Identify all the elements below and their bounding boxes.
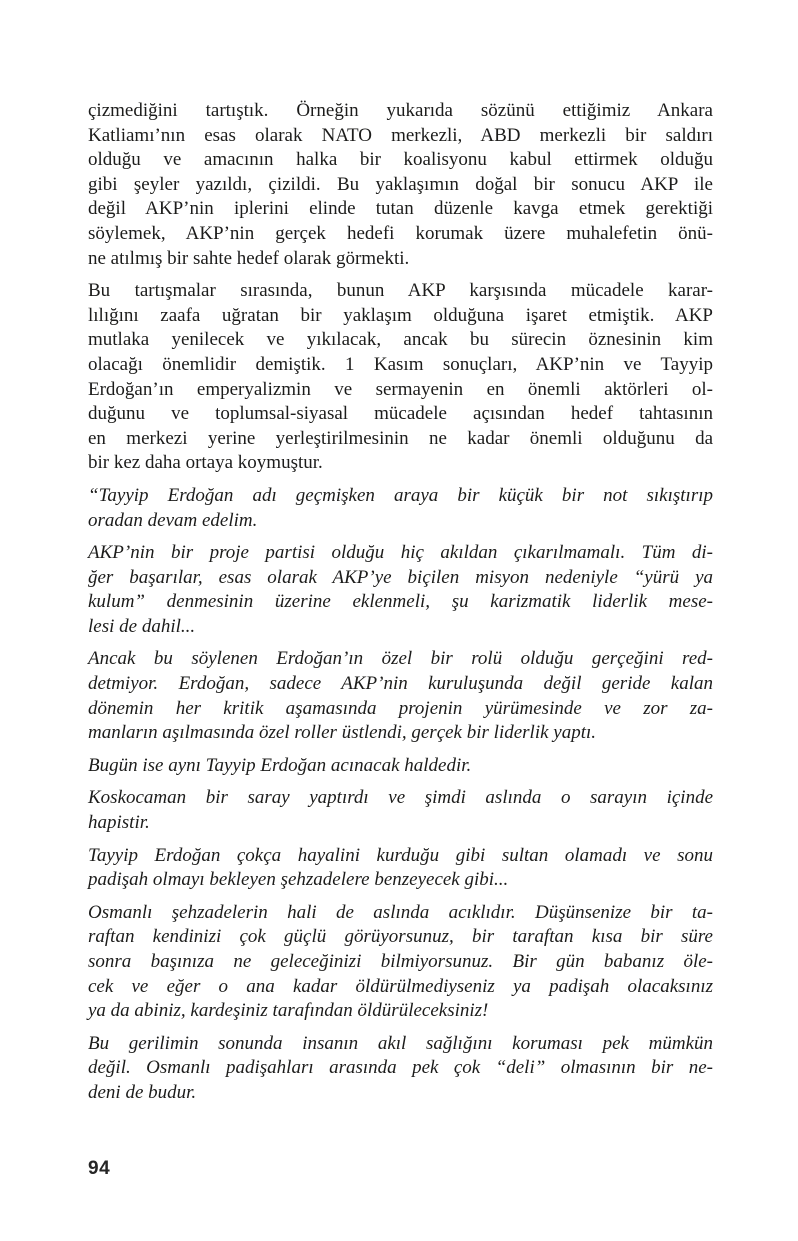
text-line: mutlaka yenilecek ve yıkılacak, ancak bu sürecin öznesinin kim: [88, 329, 713, 351]
text-line: lılığını zaafa uğratan bir yaklaşım olduğuna işaret etmiştik. AKP: [88, 304, 713, 326]
text-line: cek ve eğer o ana kadar öldürülmediyseniz ya padişah olacaksınız: [88, 975, 713, 997]
text-line: bir kez daha ortaya koymuştur.: [88, 452, 323, 474]
paragraph: [88, 279, 713, 476]
text-block: [88, 99, 713, 1106]
text-line: hapistir.: [88, 812, 150, 834]
text-line: detmiyor. Erdoğan, sadece AKP’nin kuruluşunda değil geride kalan: [88, 673, 713, 695]
paragraph: [88, 99, 713, 271]
text-line: raftan kendinizi çok güçlü görüyorsunuz, bir taraftan kısa bir süre: [88, 926, 713, 948]
text-line: en merkezi yerine yerleştirilmesinin ne kadar önemli olduğunu da: [88, 427, 713, 449]
text-line: Bugün ise aynı Tayyip Erdoğan acınacak haldedir.: [88, 754, 472, 776]
text-line: söylemek, AKP’nin gerçek hedefi korumak üzere muhalefetin önü-: [88, 222, 713, 244]
text-line: değil. Osmanlı padişahları arasında pek çok “deli” olmasının bir ne-: [88, 1057, 713, 1079]
text-line: Osmanlı şehzadelerin hali de aslında acıklıdır. Düşünsenize bir ta-: [88, 901, 713, 923]
text-line: olduğu ve amacının halka bir koalisyonu kabul ettirmek olduğu: [88, 149, 713, 171]
text-line: Bu tartışmalar sırasında, bunun AKP karşısında mücadele karar-: [88, 280, 713, 302]
text-line: çizmediğini tartıştık. Örneğin yukarıda sözünü ettiğimiz Ankara: [88, 100, 713, 121]
text-line: deni de budur.: [88, 1081, 197, 1103]
text-line: padişah olmayı bekleyen şehzadelere benzeyecek gibi...: [88, 869, 509, 891]
text-line: sonra başınıza ne geleceğinizi bilmiyorsunuz. Bir gün babanız öle-: [88, 951, 713, 972]
text-line: oradan devam edelim.: [88, 509, 258, 531]
paragraph: [88, 647, 713, 745]
text-line: olacağı önemlidir demiştik. 1 Kasım sonuçları, AKP’nin ve Tayyip: [88, 353, 713, 375]
paragraph: [88, 1032, 713, 1106]
text-line: duğunu ve toplumsal-siyasal mücadele açısından hedef tahtasının: [88, 403, 713, 425]
paragraph: [88, 484, 713, 533]
paragraph: [88, 901, 713, 1024]
text-line: manların aşılmasında özel roller üstlendi, gerçek bir liderlik yaptı.: [88, 722, 597, 744]
page-number: 94: [88, 1158, 111, 1179]
text-line: değil AKP’nin iplerini elinde tutan düzenle kavga etmek gerektiği: [88, 198, 713, 220]
text-line: “Tayyip Erdoğan adı geçmişken araya bir küçük bir not sıkıştırıp: [88, 484, 713, 506]
text-line: lesi de dahil...: [88, 615, 196, 637]
text-line: ya da abiniz, kardeşiniz tarafından öldürüleceksiniz!: [88, 1000, 489, 1022]
paragraph: [88, 541, 713, 639]
text-line: Katliamı’nın esas olarak NATO merkezli, ABD merkezli bir saldırı: [88, 124, 713, 146]
text-line: Tayyip Erdoğan çokça hayalini kurduğu gibi sultan olamadı ve sonu: [88, 844, 713, 866]
text-line: Bu gerilimin sonunda insanın akıl sağlığını koruması pek mümkün: [88, 1032, 713, 1054]
paragraph: [88, 786, 713, 835]
paragraph: [88, 754, 713, 779]
text-line: Ancak bu söylenen Erdoğan’ın özel bir rolü olduğu gerçeğini red-: [88, 648, 713, 670]
text-line: ne atılmış bir sahte hedef olarak görmekti.: [88, 247, 410, 269]
text-line: ğer başarılar, esas olarak AKP’ye biçilen misyon nedeniyle “yürü ya: [88, 566, 713, 588]
text-line: gibi şeyler yazıldı, çizildi. Bu yaklaşımın doğal bir sonucu AKP ile: [88, 173, 713, 195]
text-line: kulum” denmesinin üzerine eklenmeli, şu karizmatik liderlik mese-: [88, 591, 713, 613]
text-line: AKP’nin bir proje partisi olduğu hiç akıldan çıkarılmamalı. Tüm di-: [88, 542, 713, 564]
paragraph: [88, 844, 713, 893]
text-line: Erdoğan’ın emperyalizmin ve sermayenin en önemli aktörleri ol-: [88, 378, 713, 400]
text-line: Koskocaman bir saray yaptırdı ve şimdi aslında o sarayın içinde: [88, 787, 713, 809]
text-line: dönemin her kritik aşamasında projenin yürümesinde ve zor za-: [88, 697, 713, 719]
